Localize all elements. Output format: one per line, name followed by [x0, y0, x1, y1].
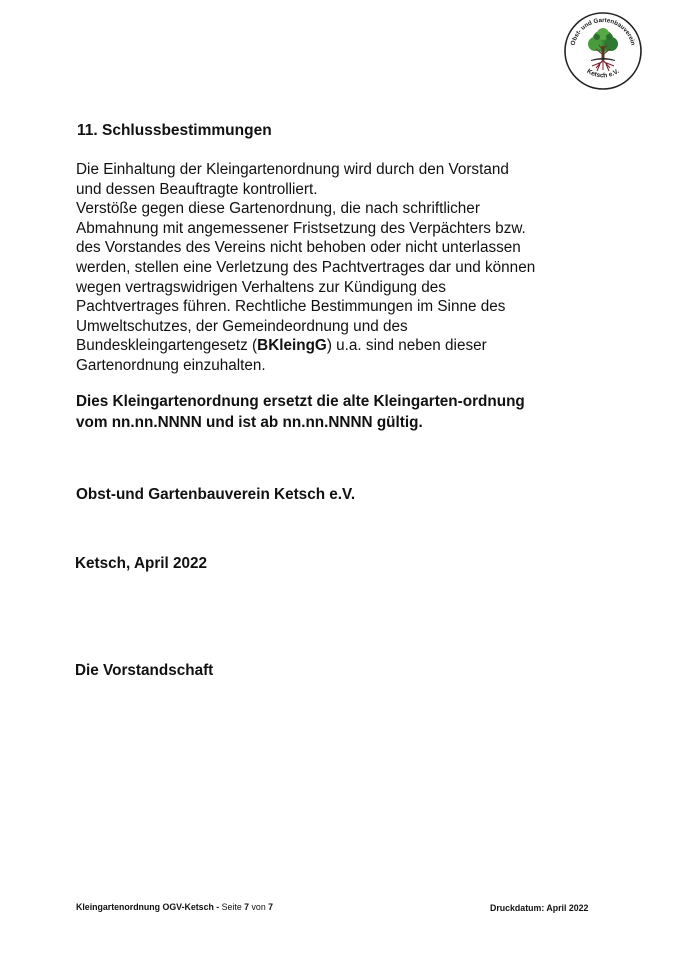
validity-notice	[76, 392, 525, 433]
body-line: Verstöße gegen diese Gartenordnung, die nach schriftlicher	[76, 200, 480, 218]
footer-page-current: 7	[244, 902, 250, 912]
footer-page-prefix: Seite	[221, 902, 242, 912]
body-line: des Vorstandes des Vereins nicht behoben oder nicht unterlassen	[76, 239, 521, 257]
section-title: 11. Schlussbestimmungen	[77, 122, 272, 139]
body-line	[76, 336, 596, 356]
body-line: Umweltschutzes, der Gemeindeordnung und des	[76, 317, 408, 335]
section-body	[76, 160, 596, 376]
organization-name: Obst-und Gartenbauverein Ketsch e.V.	[76, 486, 356, 503]
body-line: Die Einhaltung der Kleingartenordnung wird durch den Vorstand	[76, 161, 509, 178]
logo-text-top: Obst- und Gartenbauverein	[569, 16, 637, 47]
board-signature: Die Vorstandschaft	[75, 662, 214, 679]
footer-title: Kleingartenordnung OGV-Ketsch -	[76, 902, 220, 912]
footer-document-info	[76, 902, 273, 912]
footer-print-date: Druckdatum: April 2022	[490, 903, 589, 913]
body-line: wegen vertragswidrigen Verhaltens zur Kündigung des	[76, 278, 446, 296]
body-line: Gartenordnung einzuhalten.	[76, 356, 266, 374]
footer-page-total: 7	[268, 902, 274, 912]
footer-page-mid: von	[251, 902, 266, 912]
body-line-text: Bundeskleingartengesetz (	[76, 337, 258, 355]
notice-line: Dies Kleingartenordnung ersetzt die alte Kleingarten-ordnung	[76, 393, 525, 410]
notice-line: vom nn.nn.NNNN und ist ab nn.nn.NNNN gültig.	[76, 413, 423, 431]
law-abbreviation: BKleingG	[257, 337, 327, 355]
body-line-text: ) u.a. sind neben dieser	[326, 337, 487, 355]
place-date: Ketsch, April 2022	[75, 555, 208, 572]
body-line: werden, stellen eine Verletzung des Pachtvertrages dar und können	[76, 258, 536, 276]
club-logo	[562, 10, 644, 92]
logo-text-bottom: Ketsch e.V.	[585, 67, 621, 80]
body-line: Abmahnung mit angemessener Fristsetzung des Verpächters bzw.	[76, 219, 526, 237]
body-line: Pachtvertrages führen. Rechtliche Bestimmungen im Sinne des	[76, 298, 506, 316]
body-line: und dessen Beauftragte kontrolliert.	[76, 180, 318, 198]
